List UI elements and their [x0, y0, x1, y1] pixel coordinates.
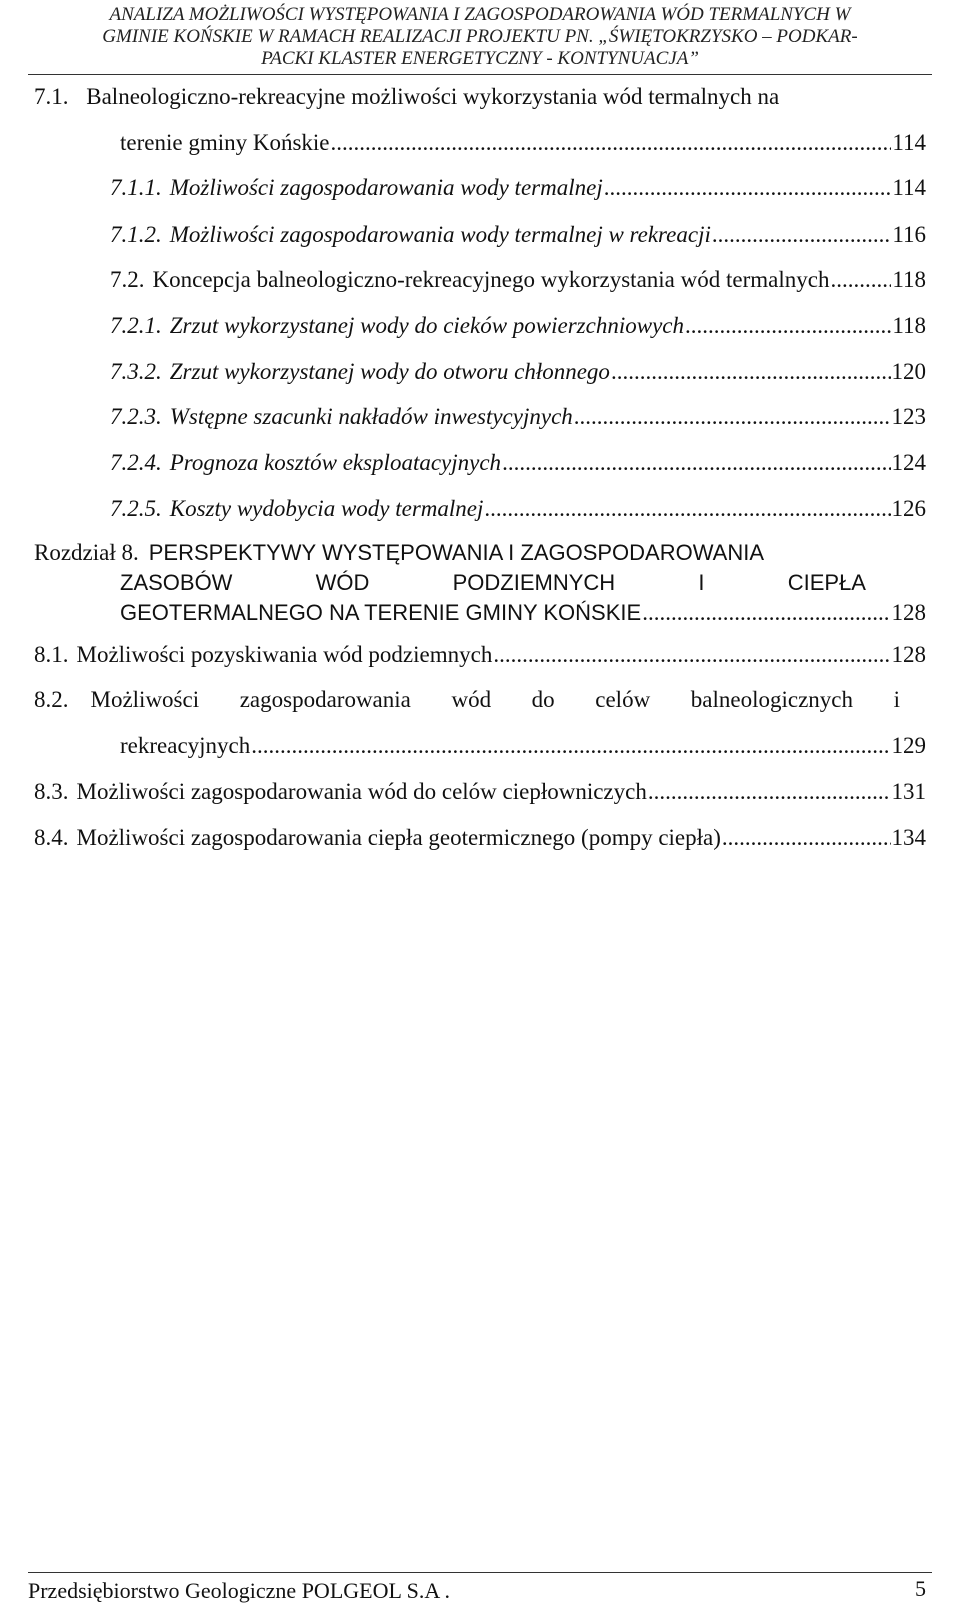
- toc-leader-dots: [604, 175, 892, 201]
- toc-entry-7-2-1[interactable]: [110, 313, 926, 339]
- toc-word: celów: [595, 687, 651, 712]
- toc-entry-number: 7.2.5.: [110, 496, 162, 521]
- toc-page-number: 114: [892, 175, 926, 200]
- toc-word: PODZIEMNYCH: [452, 570, 616, 595]
- header-line-2: GMINIE KOŃSKIE W RAMACH REALIZACJI PROJEKTU PN. „ŚWIĘTOKRZYSKO – PODKAR-: [102, 26, 858, 47]
- toc-entry-number: 7.2.4.: [110, 450, 162, 475]
- header-line-1: ANALIZA MOŻLIWOŚCI WYSTĘPOWANIA I ZAGOSPODAROWANIA WÓD TERMALNYCH W: [109, 4, 851, 25]
- footer-page-number: 5: [915, 1576, 926, 1601]
- toc-word: balneologicznych: [690, 687, 853, 712]
- toc-leader-dots: [648, 779, 891, 805]
- toc-entry-title: Zrzut wykorzystanej wody do otworu chłonnego: [169, 359, 610, 384]
- toc-chapter-label: Rozdział 8.: [34, 540, 139, 565]
- toc-entry-8-3[interactable]: [34, 779, 926, 805]
- toc-entry-7-2[interactable]: [110, 267, 926, 293]
- toc-page-number: 114: [892, 130, 926, 155]
- toc-entry-title: Zrzut wykorzystanej wody do cieków powierzchniowych: [169, 313, 684, 338]
- toc-leader-dots: [642, 600, 890, 626]
- toc-word: I: [698, 570, 705, 595]
- toc-entry-title: Możliwości zagospodarowania wody termalnej: [169, 175, 603, 200]
- toc-entry-number: 7.2.3.: [110, 404, 162, 429]
- toc-entry-8-2-continued[interactable]: [120, 733, 926, 759]
- toc-entry-number: 8.1.: [34, 642, 69, 667]
- toc-leader-dots: [611, 359, 891, 385]
- toc-leader-dots: [574, 404, 891, 430]
- toc-word: Możliwości: [90, 687, 200, 712]
- toc-entry-number: 7.1.1.: [110, 175, 162, 200]
- toc-entry-7-1[interactable]: [34, 84, 779, 110]
- toc-entry-title: rekreacyjnych: [120, 733, 251, 758]
- toc-page-number: 120: [891, 359, 926, 384]
- toc-leader-dots: [251, 733, 890, 759]
- toc-entry-number: 7.2.: [110, 267, 145, 292]
- toc-chapter-title-line-2: [120, 570, 866, 596]
- toc-page-number: 129: [891, 733, 926, 758]
- toc-leader-dots: [712, 222, 891, 248]
- toc-page-number: 116: [892, 222, 926, 247]
- toc-entry-title: Wstępne szacunki nakładów inwestycyjnych: [169, 404, 573, 429]
- toc-entry-7-2-3[interactable]: [110, 404, 926, 430]
- toc-leader-dots: [484, 496, 890, 522]
- toc-chapter-title-line-3[interactable]: [120, 600, 926, 626]
- toc-entry-number: 7.2.1.: [110, 313, 162, 338]
- toc-entry-title: Balneologiczno-rekreacyjne możliwości wykorzystania wód termalnych na: [86, 84, 780, 109]
- toc-page-number: 128: [891, 600, 926, 625]
- toc-page-number: 134: [891, 825, 926, 850]
- toc-entry-8-4[interactable]: [34, 825, 926, 851]
- toc-word: CIEPŁA: [787, 570, 866, 595]
- toc-page-number: 123: [891, 404, 926, 429]
- toc-word: i: [893, 687, 900, 712]
- toc-leader-dots: [685, 313, 891, 339]
- toc-entry-8-2[interactable]: [34, 687, 900, 713]
- toc-entry-title: Możliwości zagospodarowania wody termalnej w rekreacji: [169, 222, 711, 247]
- toc-leader-dots: [830, 267, 891, 293]
- toc-page-number: 128: [891, 642, 926, 667]
- toc-chapter-title-line-1: PERSPEKTYWY WYSTĘPOWANIA I ZAGOSPODAROWANIA: [148, 540, 765, 565]
- toc-page-number: 118: [892, 267, 926, 292]
- header-line-3: PACKI KLASTER ENERGETYCZNY - KONTYNUACJA”: [261, 48, 699, 69]
- running-header: [0, 4, 960, 70]
- toc-entry-number: 7.1.: [34, 84, 69, 109]
- toc-word: WÓD: [315, 570, 370, 595]
- toc-entry-number: 8.3.: [34, 779, 69, 804]
- toc-page-number: 118: [892, 313, 926, 338]
- toc-entry-7-1-1[interactable]: [110, 175, 926, 201]
- toc-entry-title: Możliwości pozyskiwania wód podziemnych: [76, 642, 493, 667]
- toc-entry-8-1[interactable]: [34, 642, 926, 668]
- toc-page-number: 124: [891, 450, 926, 475]
- toc-entry-title: Możliwości zagospodarowania ciepła geotermicznego (pompy ciepła): [76, 825, 721, 850]
- toc-page-number: 131: [891, 779, 926, 804]
- toc-entry-title: Koncepcja balneologiczno-rekreacyjnego wykorzystania wód termalnych: [152, 267, 830, 292]
- toc-entry-7-2-4[interactable]: [110, 450, 926, 476]
- toc-leader-dots: [502, 450, 890, 476]
- toc-entry-title: GEOTERMALNEGO NA TERENIE GMINY KOŃSKIE: [120, 600, 642, 625]
- toc-leader-dots: [331, 130, 892, 156]
- toc-word: ZASOBÓW: [120, 570, 233, 595]
- toc-entry-7-1-2[interactable]: [110, 222, 926, 248]
- toc-entry-title-line-1: [91, 687, 901, 713]
- toc-leader-dots: [722, 825, 891, 851]
- toc-entry-number: 7.3.2.: [110, 359, 162, 384]
- toc-entry-7-1-continued[interactable]: [120, 130, 926, 156]
- toc-word: zagospodarowania: [239, 687, 411, 712]
- toc-entry-7-3-2[interactable]: [110, 359, 926, 385]
- toc-leader-dots: [493, 642, 890, 668]
- toc-entry-title: Prognoza kosztów eksploatacyjnych: [169, 450, 502, 475]
- toc-entry-7-2-5[interactable]: [110, 496, 926, 522]
- toc-entry-number: 8.4.: [34, 825, 69, 850]
- toc-entry-number: 8.2.: [34, 687, 69, 712]
- footer-divider: [28, 1572, 932, 1573]
- toc-entry-chapter-8[interactable]: [34, 540, 764, 566]
- toc-page-number: 126: [891, 496, 926, 521]
- toc-word: wód: [451, 687, 492, 712]
- toc-entry-number: 7.1.2.: [110, 222, 162, 247]
- toc-entry-title: terenie gminy Końskie: [120, 130, 330, 155]
- header-divider: [28, 74, 932, 75]
- toc-word: do: [531, 687, 555, 712]
- toc-entry-title: Możliwości zagospodarowania wód do celów ciepłowniczych: [76, 779, 647, 804]
- toc-entry-title: Koszty wydobycia wody termalnej: [169, 496, 484, 521]
- footer-company: Przedsiębiorstwo Geologiczne POLGEOL S.A .: [28, 1578, 451, 1603]
